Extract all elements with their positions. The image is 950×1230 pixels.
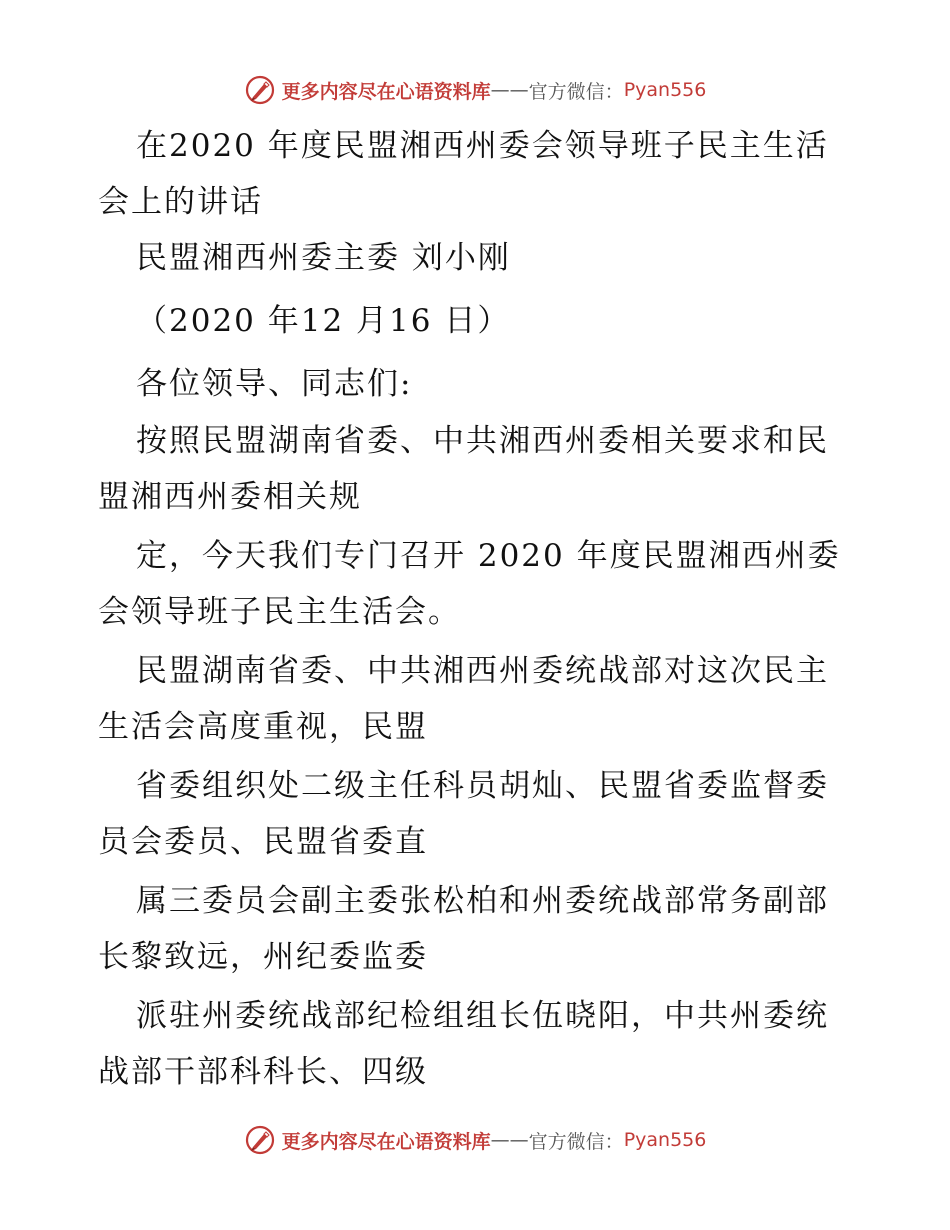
doc-paragraph-line: 会领导班子民主生活会。 (98, 594, 461, 630)
doc-date: （2020 年12 月16 日） (136, 303, 511, 339)
banner-wechat-label: 官方微信： (528, 1130, 624, 1153)
doc-salutation: 各位领导、同志们: (136, 366, 413, 402)
header-banner (0, 70, 950, 110)
doc-author: 民盟湘西州委主委 刘小刚 (136, 240, 511, 276)
banner-separator: —— (490, 79, 529, 101)
doc-paragraph-line: 民盟湖南省委、中共湘西州委统战部对这次民主 (136, 653, 829, 689)
banner-text (282, 77, 707, 104)
banner-main-text: 更多内容尽在心语资料库 (281, 80, 491, 103)
pen-logo-icon (244, 74, 276, 106)
doc-paragraph-line: 长黎致远，州纪委监委 (98, 939, 428, 975)
doc-paragraph-line: 属三委员会副主委张松柏和州委统战部常务副部 (136, 883, 829, 919)
pen-logo-icon (244, 1124, 276, 1156)
banner-wechat-id: Pyan556 (623, 79, 707, 101)
banner-separator: —— (490, 1129, 529, 1151)
doc-title-line-1: 在2020 年度民盟湘西州委会领导班子民主生活 (136, 128, 829, 164)
footer-banner (0, 1120, 950, 1160)
banner-wechat-label: 官方微信： (528, 80, 624, 103)
doc-paragraph-line: 生活会高度重视，民盟 (98, 709, 428, 745)
doc-paragraph-line: 按照民盟湖南省委、中共湘西州委相关要求和民 (136, 423, 829, 459)
banner-wechat-id: Pyan556 (623, 1129, 707, 1151)
doc-title-line-2: 会上的讲话 (98, 184, 263, 220)
doc-paragraph-line: 盟湘西州委相关规 (98, 479, 362, 515)
banner-main-text: 更多内容尽在心语资料库 (281, 1130, 491, 1153)
doc-paragraph-line: 派驻州委统战部纪检组组长伍晓阳，中共州委统 (136, 998, 829, 1034)
banner-text (282, 1127, 707, 1154)
doc-paragraph-line: 员会委员、民盟省委直 (98, 824, 428, 860)
doc-paragraph-line: 战部干部科科长、四级 (98, 1054, 428, 1090)
doc-paragraph-line: 定，今天我们专门召开 2020 年度民盟湘西州委 (136, 538, 841, 574)
doc-paragraph-line: 省委组织处二级主任科员胡灿、民盟省委监督委 (136, 768, 829, 804)
